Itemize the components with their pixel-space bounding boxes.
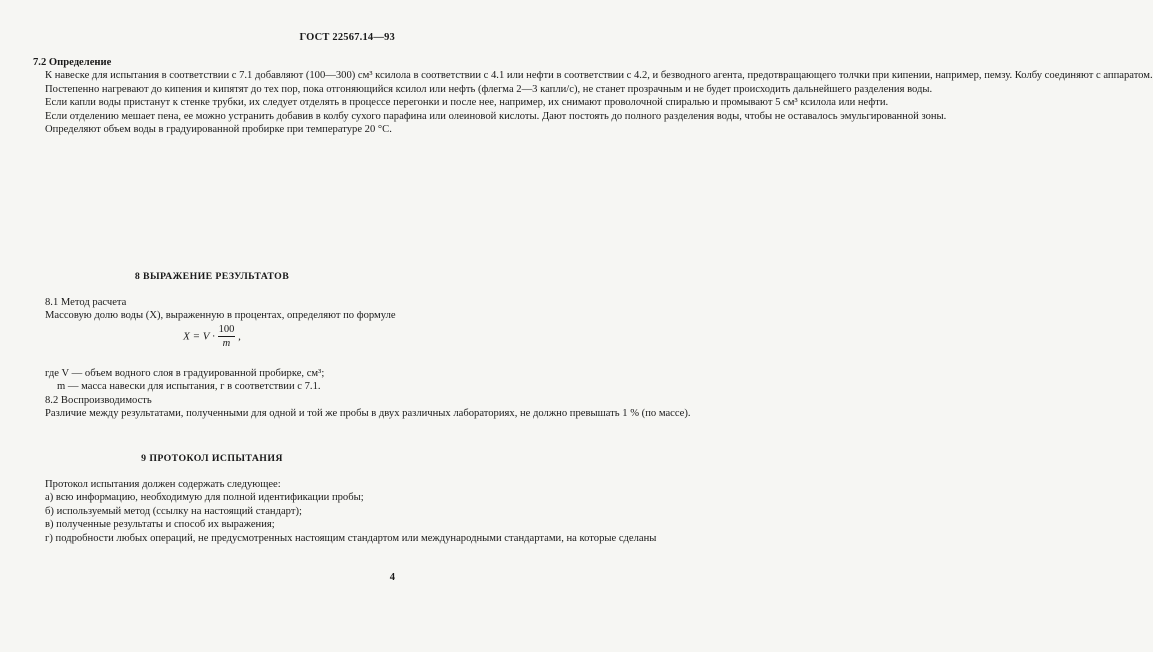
- section-heading: 8 ВЫРАЖЕНИЕ РЕЗУЛЬТАТОВ: [134, 271, 290, 282]
- list-item: а) всю информацию, необходимую для полной идентификации пробы;: [45, 492, 364, 504]
- formula-end: ,: [238, 330, 241, 343]
- paragraph: Массовую долю воды (X), выраженную в процентах, определяют по формуле: [45, 310, 396, 322]
- formula-lhs: X = V ·: [183, 330, 215, 343]
- list-item: в) полученные результаты и способ их выражения;: [45, 519, 275, 531]
- paragraph: Если капли воды пристанут к стенке трубки, их следует отделять в процессе перегонки и после нее, например, их снимают проволочной спиралью и промывают 5 см³ ксилола или нефти.: [45, 97, 889, 109]
- document-header: ГОСТ 22567.14—93: [299, 32, 395, 43]
- paragraph: К навеске для испытания в соответствии с 7.1 добавляют (100—300) см³ ксилола в соответствии с 4.1 или нефти в соответствии с 4.2, и безводного агента, предотвращающего толчки при кипении, например, пемзу. Колбу соединяют с аппаратом.: [45, 70, 1153, 82]
- section-7-2: [33, 56, 1153, 136]
- formula-numerator: 100: [218, 323, 236, 337]
- formula: [33, 323, 391, 367]
- section-9: [33, 452, 391, 465]
- section-8-1: [33, 296, 691, 420]
- subsection-title: 8.1 Метод расчета: [45, 297, 127, 308]
- section-9-body: [33, 478, 657, 545]
- paragraph: Различие между результатами, полученными для одной и той же пробы в двух различных лабораториях, не должно превышать 1 % (по массе).: [45, 408, 691, 420]
- formula-where-m: m — масса навески для испытания, г в соответствии с 7.1.: [57, 381, 321, 393]
- paragraph: Определяют объем воды в градуированной пробирке при температуре 20 °С.: [45, 124, 392, 136]
- section-heading: 9 ПРОТОКОЛ ИСПЫТАНИЯ: [141, 453, 283, 464]
- page-number: 4: [389, 572, 395, 583]
- paragraph: Протокол испытания должен содержать следующее:: [45, 479, 281, 490]
- formula-where-v: где V — объем водного слоя в градуированной пробирке, см³;: [45, 367, 325, 379]
- section-title: 7.2 Определение: [33, 57, 112, 68]
- formula-denominator: m: [222, 338, 231, 350]
- formula-fraction: [218, 323, 236, 351]
- subsection-title: 8.2 Воспроизводимость: [45, 394, 152, 406]
- list-item: б) используемый метод (ссылку на настоящий стандарт);: [45, 505, 302, 517]
- list-item: г) подробности любых операций, не предусмотренных настоящим стандартом или международными стандартами, на которые сделаны: [45, 532, 657, 544]
- paragraph: Постепенно нагревают до кипения и кипятят до тех пор, пока отгоняющийся ксилол или нефть (флегма 2—3 капли/с), не станет прозрачным и не будет происходить дальнейшего разделения воды.: [45, 83, 933, 95]
- section-8: [33, 270, 391, 283]
- paragraph: Если отделению мешает пена, ее можно устранить добавив в колбу сухого парафина или олеиновой кислоты. Дают постоять до полного разделения воды, чтобы не оставалось эмульгированной зоны.: [45, 110, 947, 122]
